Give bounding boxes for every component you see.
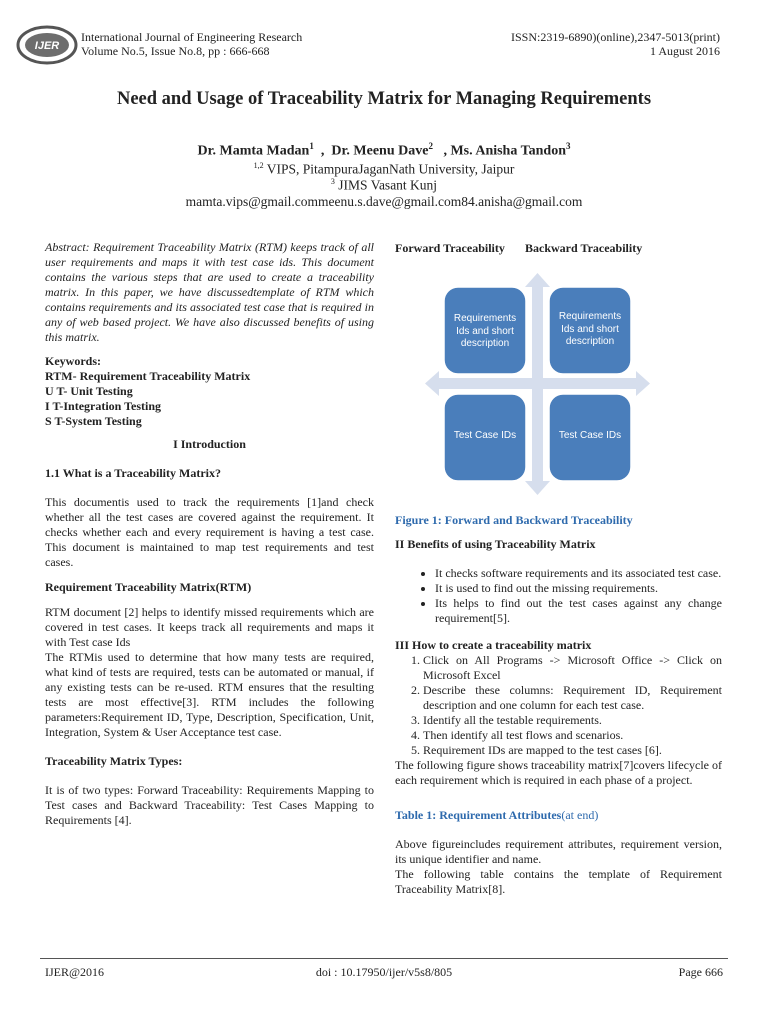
benefit-item: • It is used to find out the missing requirements. — [435, 581, 722, 596]
paragraph: RTM document [2] helps to identify missed requirements which are covered in test cases. It keeps track all requirements and maps it with Test case Ids — [45, 605, 374, 649]
figure-label-forward: Forward Traceability — [395, 241, 505, 255]
box-testcases-left-label: Test Case IDs — [453, 430, 517, 441]
author-3-sup: 3 — [566, 141, 571, 151]
box-requirements-left-label: Requirements Ids and short description — [453, 313, 517, 349]
paragraph: The following table contains the template of Requirement Traceability Matrix[8]. — [395, 867, 722, 896]
table-caption-title: Table 1: Requirement Attributes — [395, 808, 562, 822]
author-2-sup: 2 — [428, 141, 433, 151]
affiliation-1-sup: 1,2 — [253, 161, 264, 170]
author-1-sup: 1 — [309, 141, 314, 151]
traceability-diagram-svg — [425, 273, 650, 495]
paper-title: Need and Usage of Traceability Matrix for Managing Requirements — [116, 89, 652, 109]
benefits-list — [395, 566, 722, 626]
benefit-item: • Its helps to find out the test cases against any change requirement[5]. — [435, 596, 722, 626]
journal-name: International Journal of Engineering Research — [81, 30, 303, 44]
rtm-heading: Requirement Traceability Matrix(RTM) — [45, 580, 252, 594]
subsection-heading-1-1: 1.1 What is a Traceability Matrix? — [45, 466, 221, 480]
step-item: 3. Identify all the testable requirements. — [423, 713, 722, 728]
section-heading-intro: I Introduction — [173, 437, 246, 451]
steps-list — [395, 653, 722, 758]
benefit-item: • It checks software requirements and its associated test case. — [435, 566, 722, 581]
author-2: Dr. Meenu Dave — [331, 143, 429, 159]
types-heading: Traceability Matrix Types: — [45, 754, 183, 768]
box-requirements-right — [549, 287, 631, 374]
paragraph: The RTMis used to determine that how many tests are required, what kind of tests are required, tests can be automated or manual, if any existing tests can be re-used. RTM ensures that the resulting tests are most effective[3]. RTM includes the following parameters:Requirement ID, Type, Description, Specification, Unit, Integration, System & User Acceptance test case. — [45, 650, 374, 739]
journal-logo — [16, 24, 78, 66]
paragraph: The following figure shows traceability matrix[7]covers lifecycle of each requirement which is required in each phase of a project. — [395, 758, 722, 787]
box-testcases-right-label: Test Case IDs — [558, 430, 622, 441]
footer-copyright: IJER@2016 — [45, 965, 105, 979]
affiliation-2-text: JIMS Vasant Kunj — [338, 177, 438, 193]
left-column — [45, 240, 374, 828]
keyword-item: U T- Unit Testing — [45, 384, 133, 398]
figure-caption: Figure 1: Forward and Backward Traceability — [395, 513, 633, 527]
abstract: Abstract: Requirement Traceability Matrix (RTM) keeps track of all user requirements and maps it with test case ids. This document contains the various steps that are used to create a traceability matrix. In this paper, we have discussedtemplate of RTM which contains requirements and its associated test case that is required in any of web based project. We have also discussed benefits of using this matrix. — [45, 240, 374, 344]
paragraph: This documentis used to track the requirements [1]and check whether all the test cases are covered against the requirement. It checks whether each and every requirement is having a test case. This document is maintained to map test requirements and test cases. — [45, 495, 374, 569]
step-item: 2. Describe these columns: Requirement ID, Requirement description and one column for each test case. — [423, 683, 722, 713]
authors-line: Dr. Mamta Madan$^1$ , Dr. Meenu Dave$^2$ , Ms. Anisha Tandon$^3$ — [197, 141, 571, 159]
issue-date: 1 August 2016 — [649, 44, 720, 58]
author-1: Dr. Mamta Madan — [197, 143, 310, 159]
keyword-item: RTM- Requirement Traceability Matrix — [45, 369, 251, 383]
keyword-item: I T-Integration Testing — [45, 399, 162, 413]
traceability-diagram — [425, 273, 650, 495]
table-caption — [395, 808, 722, 823]
footer-divider — [40, 958, 728, 959]
paragraph: Above figureincludes requirement attributes, requirement version, its unique identifier and name. — [395, 837, 722, 866]
box-testcases-right — [549, 394, 631, 481]
box-requirements-left — [444, 287, 526, 374]
step-item: 5. Requirement IDs are mapped to the test cases [6]. — [423, 743, 722, 758]
box-requirements-right-label: Requirements Ids and short description — [558, 311, 622, 347]
logo-text: IJER — [34, 40, 60, 52]
author-3: Ms. Anisha Tandon — [450, 143, 567, 159]
footer-doi: doi : 10.17950/ijer/v5s8/805 — [315, 965, 453, 979]
journal-volume: Volume No.5, Issue No.8, pp : 666-668 — [81, 44, 270, 58]
author-emails: mamta.vips@gmail.commeenu.s.dave@gmail.com84.anisha@gmail.com — [185, 194, 583, 209]
right-column — [395, 513, 722, 897]
table-caption-note: (at end) — [561, 808, 599, 822]
step-item: 1. Click on All Programs -> Microsoft Office -> Click on Microsoft Excel — [423, 653, 722, 683]
benefits-heading: II Benefits of using Traceability Matrix — [395, 537, 596, 551]
affiliation-2-sup: 3 — [330, 177, 335, 186]
issn: ISSN:2319-6890)(online),2347-5013(print) — [511, 30, 720, 44]
step-item: 4. Then identify all test flows and scenarios. — [423, 728, 722, 743]
box-testcases-left — [444, 394, 526, 481]
affiliation-2 — [0, 174, 768, 194]
keywords-label: Keywords: — [45, 354, 101, 368]
paragraph: It is of two types: Forward Traceability: Requirements Mapping to Test cases and Backward Traceability: Test Cases Mapping to Requirements [4]. — [45, 783, 374, 827]
figure-label-backward: Backward Traceability — [525, 241, 643, 255]
howto-heading: III How to create a traceability matrix — [395, 638, 592, 652]
footer-page-number: Page 666 — [678, 965, 723, 979]
affiliation-1-text: VIPS, PitampuraJaganNath University, Jaipur — [266, 161, 515, 177]
keyword-item: S T-System Testing — [45, 414, 142, 428]
